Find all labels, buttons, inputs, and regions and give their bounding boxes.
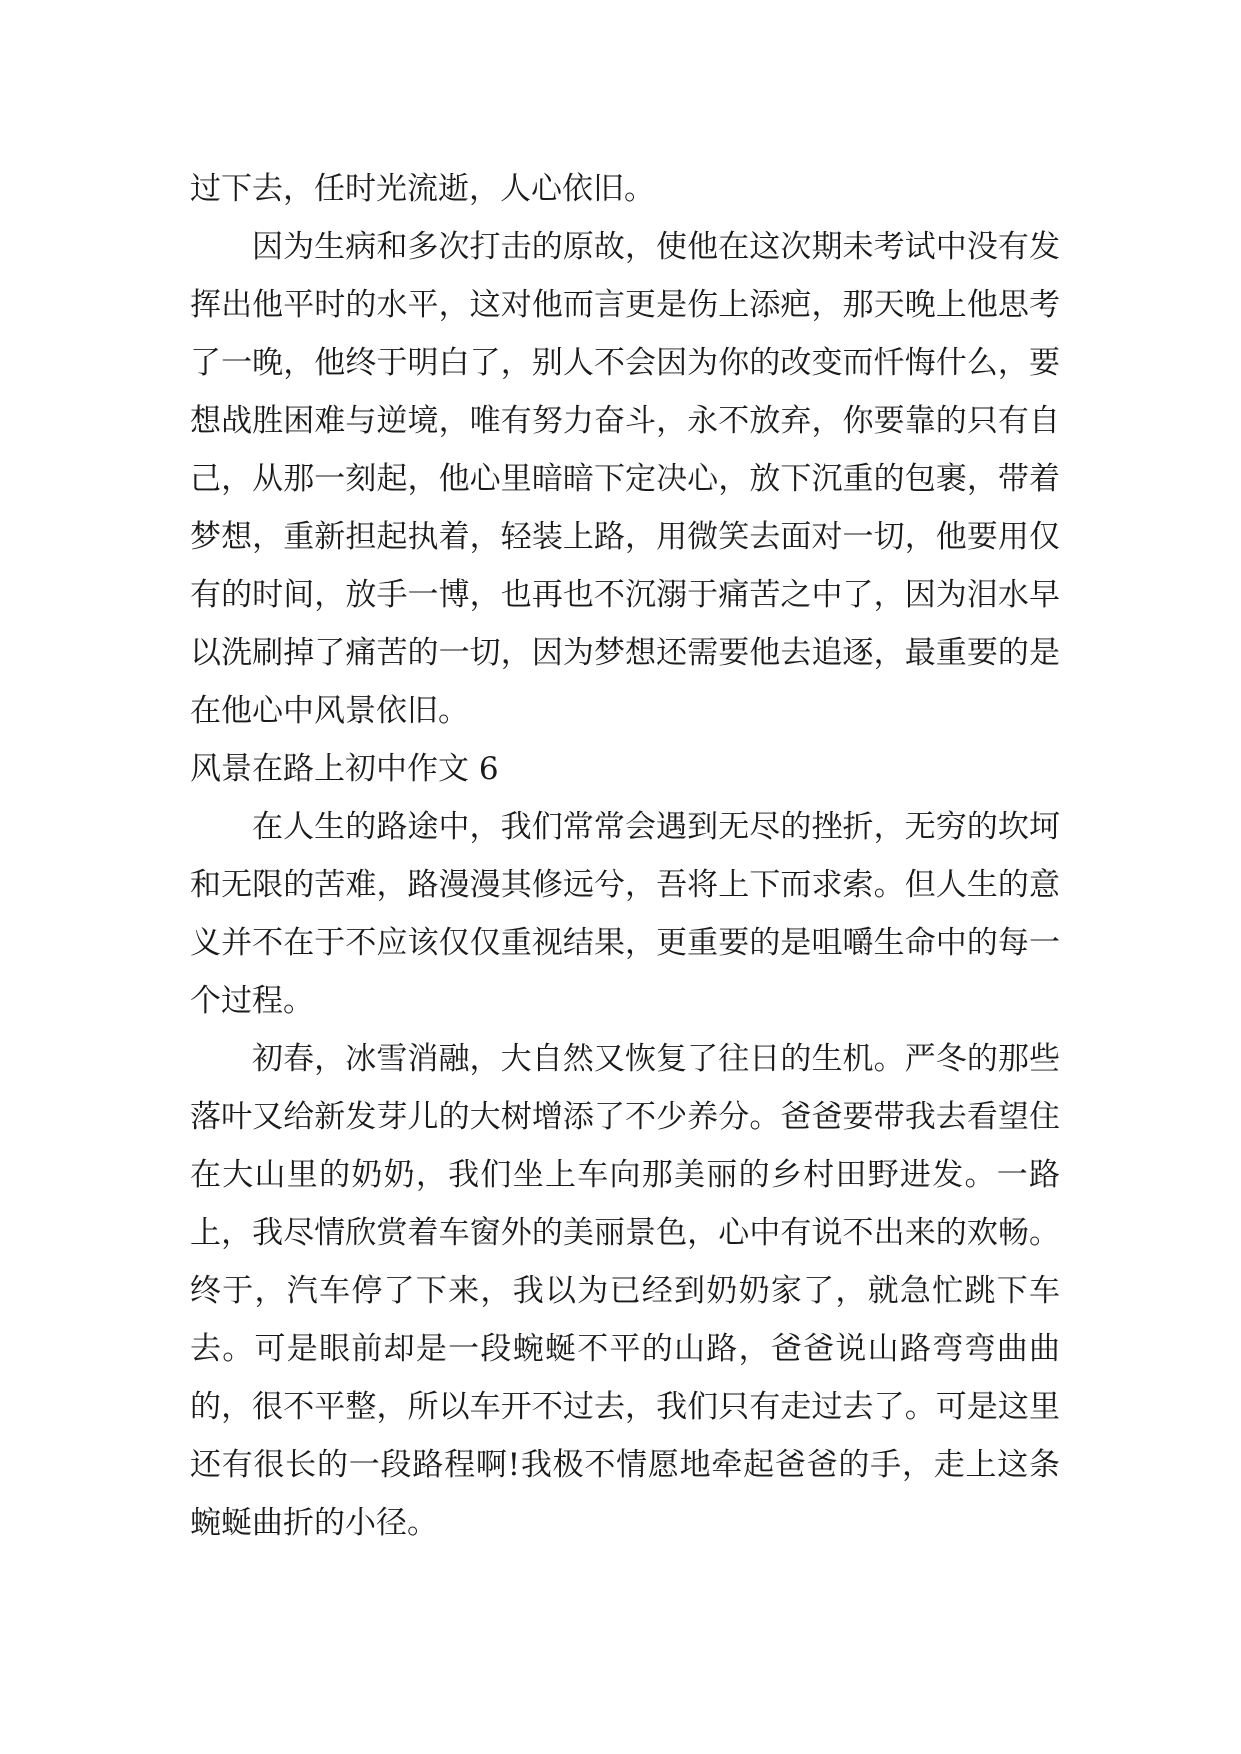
paragraph-early-spring: 初春，冰雪消融，大自然又恢复了往日的生机。严冬的那些落叶又给新发芽儿的大树增添了不少养分。爸爸要带我去看望住在大山里的奶奶，我们坐上车向那美丽的乡村田野进发。一路上，我尽情欣赏着车窗外的美丽景色，心中有说不出来的欢畅。终于，汽车停了下来，我以为已经到奶奶家了，就急忙跳下车去。可是眼前却是一段蜿蜒不平的山路，爸爸说山路弯弯曲曲的，很不平整，所以车开不过去，我们只有走过去了。可是这里还有很长的一段路程啊!我极不情愿地牵起爸爸的手，走上这条蜿蜒曲折的小径。 [190,1041,1060,1541]
section-heading: 风景在路上初中作文 6 [190,751,499,787]
paragraph-life-journey: 在人生的路途中，我们常常会遇到无尽的挫折，无穷的坎坷和无限的苦难，路漫漫其修远兮，吾将上下而求索。但人生的意义并不在于不应该仅仅重视结果，更重要的是咀嚼生命中的每一个过程。 [190,809,1060,1019]
document-page [190,160,1060,1552]
paragraph-illness: 因为生病和多次打击的原故，使他在这次期未考试中没有发挥出他平时的水平，这对他而言更是伤上添疤，那天晚上他思考了一晚，他终于明白了，别人不会因为你的改变而忏悔什么，要想战胜困难与逆境，唯有努力奋斗，永不放弃，你要靠的只有自己，从那一刻起，他心里暗暗下定决心，放下沉重的包裹，带着梦想，重新担起执着，轻装上路，用微笑去面对一切，他要用仅有的时间，放手一博，也再也不沉溺于痛苦之中了，因为泪水早以洗刷掉了痛苦的一切，因为梦想还需要他去追逐，最重要的是在他心中风景依旧。 [190,229,1060,729]
continuation-paragraph: 过下去，任时光流逝，人心依旧。 [190,171,655,207]
